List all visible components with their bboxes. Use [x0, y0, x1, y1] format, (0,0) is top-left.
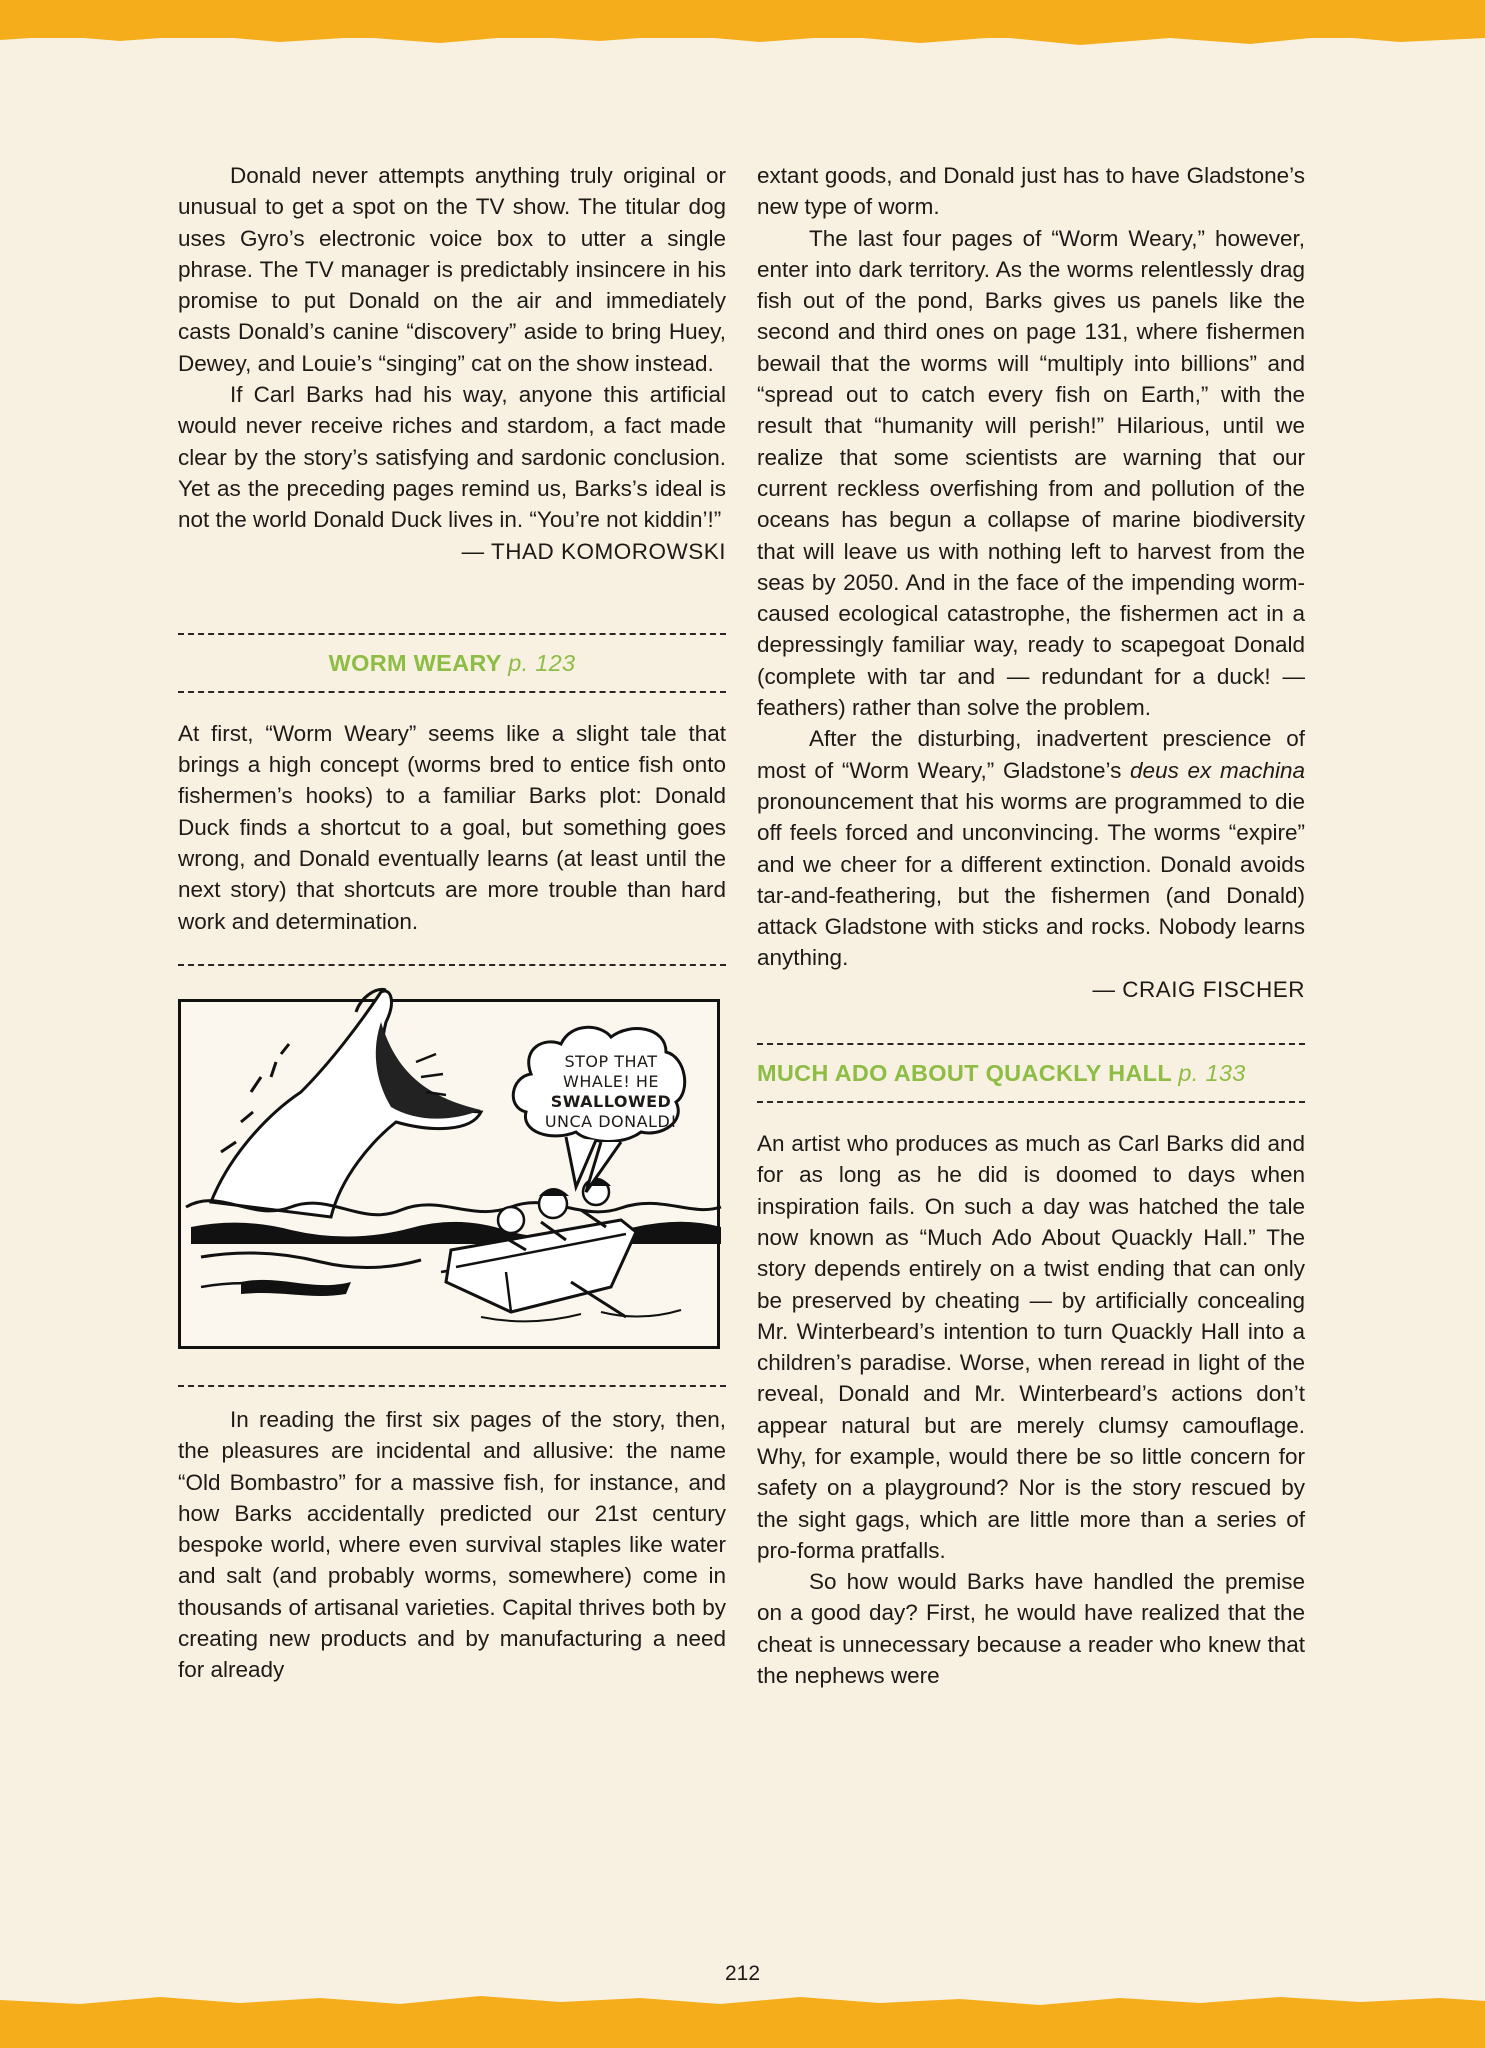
section-header-quackly-hall [757, 1043, 1305, 1103]
speech-line: STOP THAT [564, 1051, 658, 1071]
whale-boat-drawing [181, 982, 723, 1352]
body-paragraph: If Carl Barks had his way, anyone this artificial would never receive riches and stardom, a fact made clear by the story’s satisfying and sardonic conclusion. Yet as the preceding pages remind us, Barks’s ideal is not the world Donald Duck lives in. “You’re not kiddin’!” [178, 382, 726, 533]
paragraph-text: After the disturbing, inadvertent prescience of most of “Worm Weary,” Gladstone’s [757, 726, 1305, 783]
body-paragraph: extant goods, and Donald just has to have Gladstone’s new type of worm. [757, 163, 1305, 220]
right-column [757, 160, 1305, 1691]
author-signature: — CRAIG FISCHER [1092, 976, 1305, 1002]
paragraph-text: pronouncement that his worms are programmed to die off feels forced and unconvincing. The worms “expire” and we cheer for a different extinction. Donald avoids tar-and-feathering, but the fishermen (and Donald) attack Gladstone with sticks and rocks. Nobody learns anything. [757, 788, 1305, 971]
body-paragraph: At first, “Worm Weary” seems like a slight tale that brings a high concept (worms bred to entice fish onto fishermen’s hooks) to a familiar Barks plot: Donald Duck finds a shortcut to a goal, but something goes wrong, and Donald eventually learns (at least until the next story) that shortcuts are more trouble than hard work and determination. [178, 720, 726, 934]
body-paragraph: The last four pages of “Worm Weary,” however, enter into dark territory. As the worms relentlessly drag fish out of the pond, Barks gives us panels like the second and third ones on page 131, where fishermen bewail that the worms will “multiply into billions” and “spread out to catch every fish on Earth,” with the result that “humanity will perish!” Hilarious, until we realize that some scientists are warning that our current reckless overfishing from and pollution of the oceans has begun a collapse of marine biodiversity that will leave us with nothing left to harvest from the seas by 2050. And in the face of the impending worm-caused ecological catastrophe, the fishermen act in a depressingly familiar way, ready to scapegoat Donald (complete with tar and — redundant for a duck! — feathers) rather than solve the problem. [757, 225, 1305, 721]
page-number: 212 [724, 1962, 761, 1985]
comic-panel-illustration [178, 999, 726, 1349]
body-paragraph [757, 723, 1305, 973]
section-header-worm-weary [178, 633, 726, 693]
section-page-ref: p. 133 [1178, 1060, 1246, 1087]
speech-line: UNCA DONALD! [544, 1111, 678, 1131]
section-title-text: WORM WEARY [328, 649, 502, 676]
section-title [757, 1045, 1305, 1101]
speech-line: WHALE! HE [563, 1071, 659, 1091]
speech-bubble-text [526, 1052, 696, 1132]
section-page-ref: p. 123 [508, 649, 576, 676]
top-decorative-band [0, 0, 1485, 38]
author-signature: — THAD KOMOROWSKI [461, 538, 726, 564]
body-paragraph: So how would Barks have handled the premise on a good day? First, he would have realized that the cheat is unnecessary because a reader who knew that the nephews were [757, 1569, 1305, 1689]
body-paragraph: An artist who produces as much as Carl Barks did and for as long as he did is doomed to days when inspiration fails. On such a day was hatched the tale now known as “Much Ado About Quackly Hall.” The story depends entirely on a twist ending that can only be preserved by cheating — by artificially concealing Mr. Winterbeard’s intention to turn Quackly Hall into a children’s paradise. Worse, when reread in light of the reveal, Donald and Mr. Winterbeard’s actions don’t appear natural but are merely clumsy camouflage. Why, for example, would there be so little concern for safety on a playground? Nor is the story rescued by the sight gags, which are little more than a series of pro-forma pratfalls. [757, 1131, 1305, 1563]
body-paragraph: Donald never attempts anything truly original or unusual to get a spot on the TV show. The titular dog uses Gyro’s electronic voice box to utter a single phrase. The TV manager is predictably insincere in his promise to put Donald on the air and immediately casts Donald’s canine “discovery” aside to bring Huey, Dewey, and Louie’s “singing” cat on the show instead. [178, 163, 726, 376]
section-title [178, 635, 726, 691]
bottom-decorative-band [0, 2006, 1485, 2048]
section-title-text: MUCH ADO ABOUT QUACKLY HALL [757, 1060, 1172, 1087]
speech-line: SWALLOWED [550, 1091, 672, 1111]
body-paragraph: In reading the first six pages of the story, then, the pleasures are incidental and allusive: the name “Old Bombastro” for a massive fish, for instance, and how Barks accidentally predicted our 21st century bespoke world, where even survival staples like water and salt (and probably worms, somewhere) come in thousands of artisanal varieties. Capital thrives both by creating new products and by manufacturing a need for already [178, 1406, 726, 1683]
italic-phrase: deus ex machina [1130, 757, 1305, 783]
comic-panel-frame [178, 999, 720, 1349]
left-column [178, 160, 726, 1686]
